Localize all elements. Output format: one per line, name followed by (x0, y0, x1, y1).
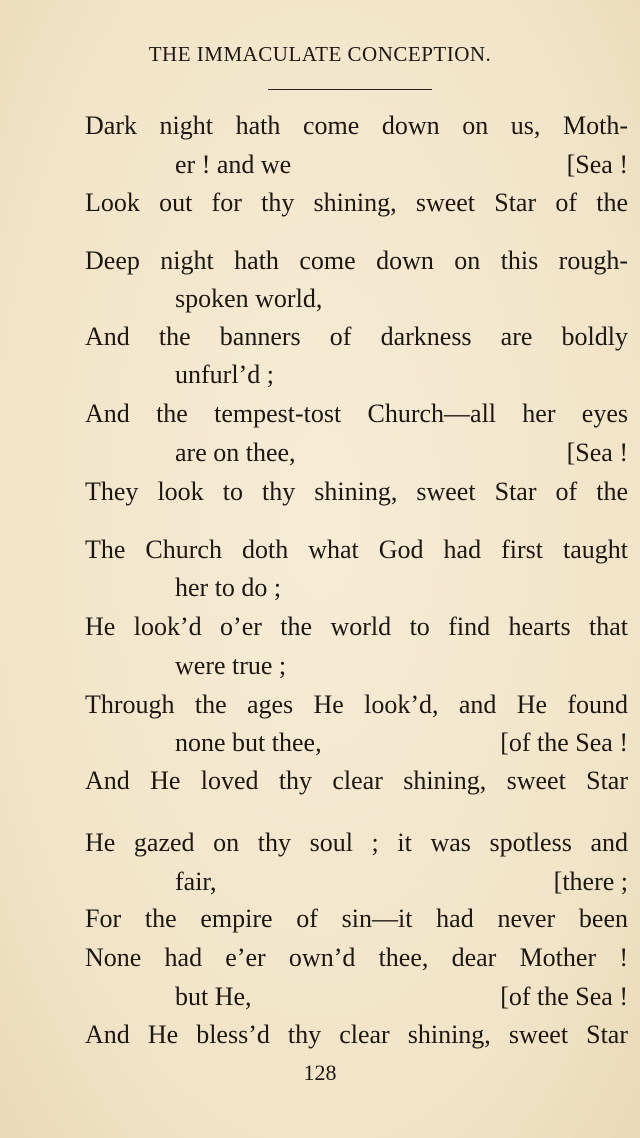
verse-line: He gazed on thy soul ; it was spotless and (85, 828, 628, 857)
continuation-text: are on thee, (175, 438, 296, 467)
running-title: THE IMMACULATE CONCEPTION. (148, 42, 492, 66)
continuation-text: fair, (175, 867, 217, 896)
turnover-text: [of the Sea ! (500, 982, 628, 1011)
verse-line-continuation (175, 866, 628, 898)
verse-line-continuation: were true ; (175, 651, 287, 680)
turnover-text: [Sea ! (566, 438, 628, 467)
verse-line: He look’d o’er the world to find hearts that (85, 612, 628, 641)
header-rule (268, 89, 432, 90)
verse-line-continuation (175, 149, 628, 181)
verse-line: Dark night hath come down on us, Moth- (85, 111, 628, 140)
verse-line: Look out for thy shining, sweet Star of the (85, 188, 628, 217)
continuation-text: but He, (175, 982, 252, 1011)
page-number: 128 (303, 1060, 337, 1085)
verse-line-continuation (175, 437, 628, 469)
verse-line-continuation: spoken world, (175, 284, 323, 313)
verse-line: And the banners of darkness are boldly (85, 322, 628, 351)
verse-line: They look to thy shining, sweet Star of the (85, 477, 628, 506)
verse-line-continuation (175, 727, 628, 759)
verse-line: And He bless’d thy clear shining, sweet Star (85, 1020, 628, 1049)
verse-line: None had e’er own’d thee, dear Mother ! (85, 943, 628, 972)
verse-line: And the tempest-tost Church—all her eyes (85, 399, 628, 428)
turnover-text: [Sea ! (566, 150, 628, 179)
verse-line: And He loved thy clear shining, sweet Star (85, 766, 628, 795)
turnover-text: [there ; (553, 867, 628, 896)
continuation-text: er ! and we (175, 150, 292, 179)
verse-line: Deep night hath come down on this rough- (85, 246, 628, 275)
verse-line: For the empire of sin—it had never been (85, 904, 628, 933)
verse-line: The Church doth what God had first taught (85, 535, 628, 564)
continuation-text: none but thee, (175, 728, 322, 757)
verse-line-continuation: unfurl’d ; (175, 360, 274, 389)
verse-line: Through the ages He look’d, and He found (85, 690, 628, 719)
verse-line-continuation: her to do ; (175, 573, 282, 602)
turnover-text: [of the Sea ! (500, 728, 628, 757)
verse-line-continuation (175, 981, 628, 1013)
